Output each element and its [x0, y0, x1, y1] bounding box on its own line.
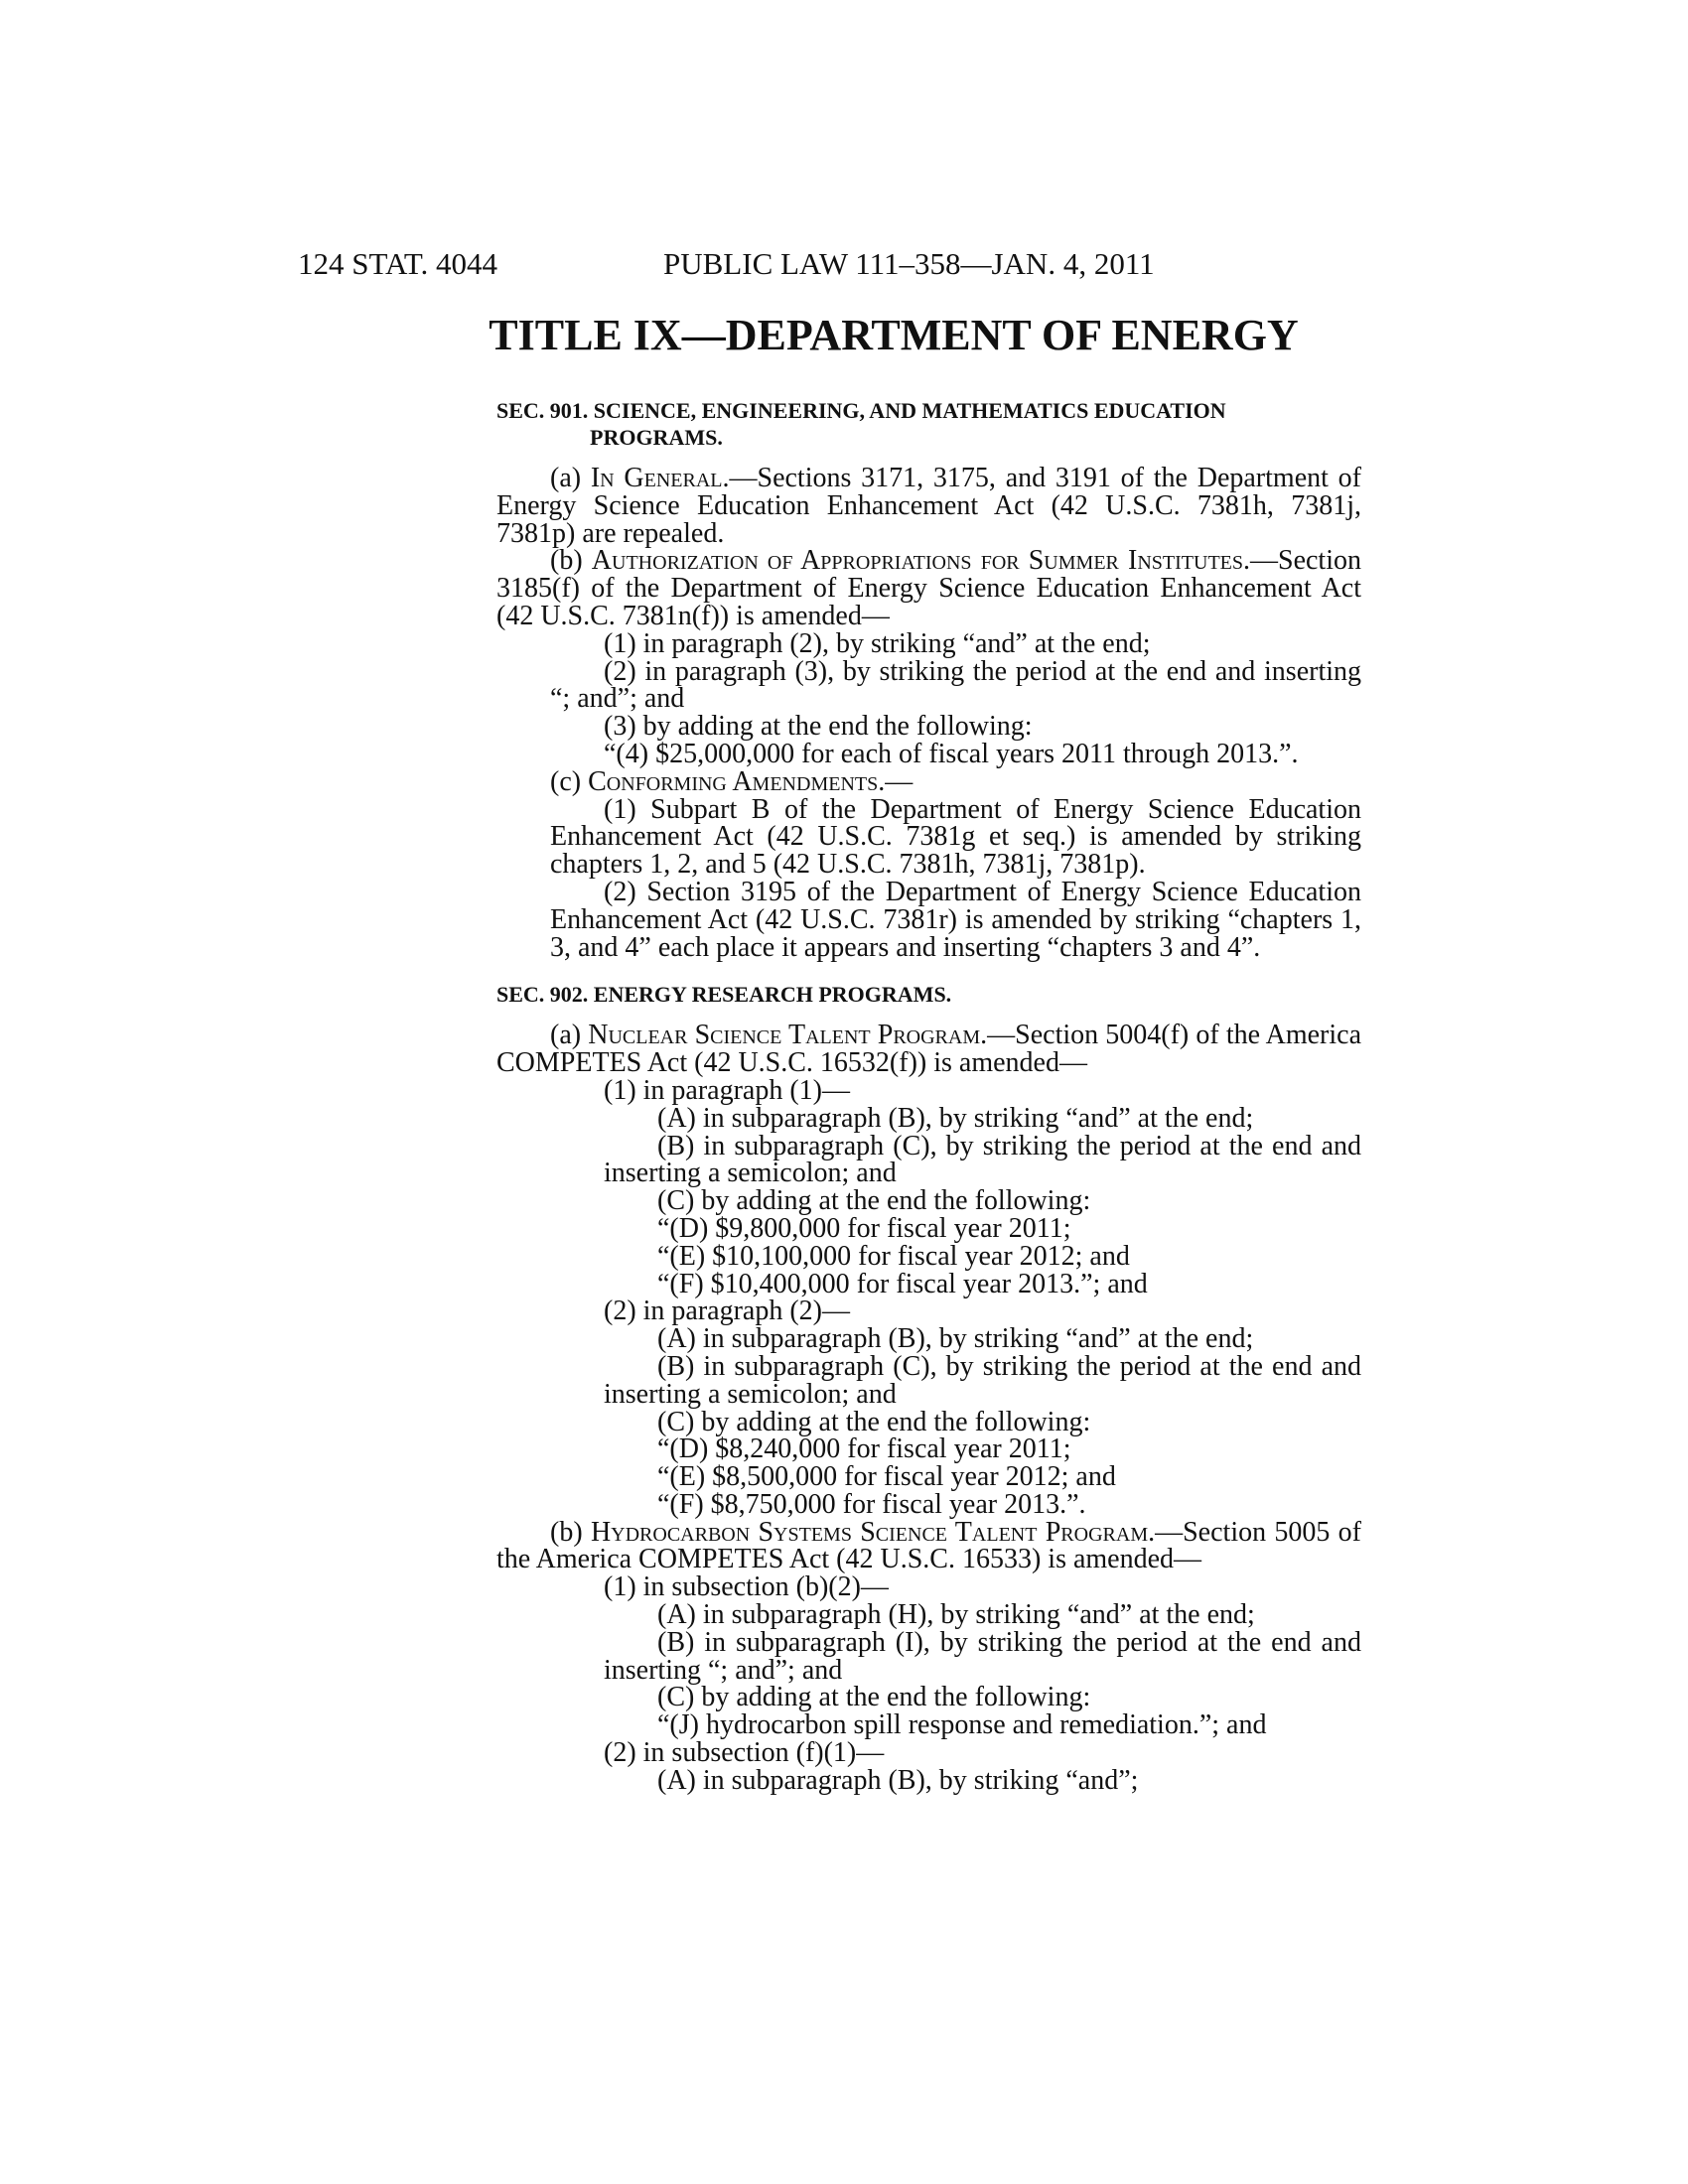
sec902-subsection-b: (b) Hydrocarbon Systems Science Talent Program.—Section 5005 of the America COMPETES Act (42 U.S.C. 16533) is amended— — [496, 1516, 1361, 1575]
sec901-subsection-a: (a) In General.—Sections 3171, 3175, and 3191 of the Department of Energy Science Education Enhancement Act (42 U.S.C. 7381h, 7381j, 7381p) are repealed. — [496, 463, 1361, 549]
running-header — [298, 246, 1390, 286]
sec902-subsection-a: (a) Nuclear Science Talent Program.—Section 5004(f) of the America COMPETES Act (42 U.S.C. 16532(f)) is amended— — [496, 1020, 1362, 1079]
sec901-subsection-c: (c) Conforming Amendments.— — [550, 765, 914, 797]
sec901-a-heading: In General — [590, 463, 723, 493]
section-902-heading: SEC. 902. ENERGY RESEARCH PROGRAMS. — [496, 982, 952, 1008]
sec902-b-heading: Hydrocarbon Systems Science Talent Program — [590, 1516, 1149, 1548]
title-heading: TITLE IX—DEPARTMENT OF ENERGY — [489, 311, 1299, 359]
public-law-citation: PUBLIC LAW 111–358—JAN. 4, 2011 — [663, 246, 1155, 281]
sec902-a-paragraph-1: (1) in paragraph (1)— — [604, 1074, 851, 1106]
sec901-b-paragraph-4: “(4) $25,000,000 for each of fiscal years 2011 through 2013.”. — [604, 738, 1299, 769]
sec902-b-text: Section 5005 of the America COMPETES Act (42 U.S.C. 16533) is amended— — [496, 1516, 1361, 1575]
sec902-a2-subparagraph-c: (C) by adding at the end the following: — [657, 1406, 1091, 1437]
sec902-b-paragraph-2: (2) in subsection (f)(1)— — [604, 1737, 885, 1769]
sec902-a2-subparagraph-a: (A) in subparagraph (B), by striking “and” at the end; — [657, 1323, 1254, 1355]
sec902-a2-item-d: “(D) $8,240,000 for fiscal year 2011; — [657, 1433, 1071, 1465]
sec902-a1-item-f: “(F) $10,400,000 for fiscal year 2013.”; and — [657, 1268, 1148, 1299]
sec902-a1-subparagraph-b: (B) in subparagraph (C), by striking the period at the end and inserting a semicolon; and — [604, 1130, 1361, 1189]
sec901-subsection-b: (b) Authorization of Appropriations for Summer Institutes.—Section 3185(f) of the Department of Energy Science Education Enhancement Act (42 U.S.C. 7381n(f)) is amended— — [496, 545, 1361, 631]
sec901-c-paragraph-2: (2) Section 3195 of the Department of Energy Science Education Enhancement Act (42 U.S.C. 7381r) is amended by striking “chapters 1, 3, and 4” each place it appears and inserting “chapters 3 and 4”. — [550, 876, 1361, 963]
sec902-a-heading: Nuclear Science Talent Program — [588, 1020, 981, 1051]
sec901-b-text: Section 3185(f) of the Department of Energy Science Education Enhancement Act (42 U.S.C. 7381n(f)) is amended— — [496, 545, 1361, 631]
sec902-a-paragraph-2: (2) in paragraph (2)— — [604, 1296, 851, 1327]
sec902-a2-item-f: “(F) $8,750,000 for fiscal year 2013.”. — [657, 1488, 1086, 1520]
sec902-a1-subparagraph-c: (C) by adding at the end the following: — [657, 1185, 1091, 1217]
sec902-a1-subparagraph-a: (A) in subparagraph (B), by striking “and” at the end; — [657, 1102, 1254, 1134]
sec901-c-paragraph-1: (1) Subpart B of the Department of Energy Science Education Enhancement Act (42 U.S.C. 7381g et seq.) is amended by striking chapters 1, 2, and 5 (42 U.S.C. 7381h, 7381j, 7381p). — [550, 793, 1361, 881]
sec902-a-text: Section 5004(f) of the America COMPETES Act (42 U.S.C. 16532(f)) is amended— — [496, 1020, 1362, 1079]
stat-page-number: 124 STAT. 4044 — [298, 246, 498, 281]
sec902-b1-subparagraph-b: (B) in subparagraph (I), by striking the period at the end and inserting “; and”; and — [604, 1626, 1361, 1686]
sec902-b1-subparagraph-a: (A) in subparagraph (H), by striking “and” at the end; — [657, 1599, 1255, 1631]
sec902-a2-item-e: “(E) $8,500,000 for fiscal year 2012; and — [657, 1461, 1116, 1493]
sec901-b-paragraph-1: (1) in paragraph (2), by striking “and” at the end; — [604, 627, 1151, 659]
sec902-b2-subparagraph-a: (A) in subparagraph (B), by striking “and”; — [657, 1764, 1139, 1796]
sec902-a1-item-e: “(E) $10,100,000 for fiscal year 2012; and — [657, 1240, 1130, 1272]
sec902-b1-subparagraph-c: (C) by adding at the end the following: — [657, 1682, 1091, 1713]
sec901-c-heading: Conforming Amendments — [588, 765, 879, 797]
section-901-heading: SEC. 901. SCIENCE, ENGINEERING, AND MATHEMATICS EDUCATION PROGRAMS. — [496, 398, 1226, 450]
sec902-a2-subparagraph-b: (B) in subparagraph (C), by striking the period at the end and inserting a semicolon; and — [604, 1350, 1361, 1410]
sec902-a1-item-d: “(D) $9,800,000 for fiscal year 2011; — [657, 1212, 1071, 1244]
document-body — [496, 397, 1361, 1795]
sec902-b-paragraph-1: (1) in subsection (b)(2)— — [604, 1571, 889, 1603]
sec902-b1-item-j: “(J) hydrocarbon spill response and remediation.”; and — [657, 1709, 1267, 1741]
sec901-b-paragraph-3: (3) by adding at the end the following: — [604, 711, 1033, 743]
sec901-a-text: Sections 3171, 3175, and 3191 of the Department of Energy Science Education Enhancement Act (42 U.S.C. 7381h, 7381j, 7381p) are repealed. — [496, 463, 1361, 549]
sec901-b-heading: Authorization of Appropriations for Summer Institutes — [591, 545, 1243, 577]
sec901-b-paragraph-2: (2) in paragraph (3), by striking the period at the end and inserting “; and”; and — [550, 655, 1361, 715]
